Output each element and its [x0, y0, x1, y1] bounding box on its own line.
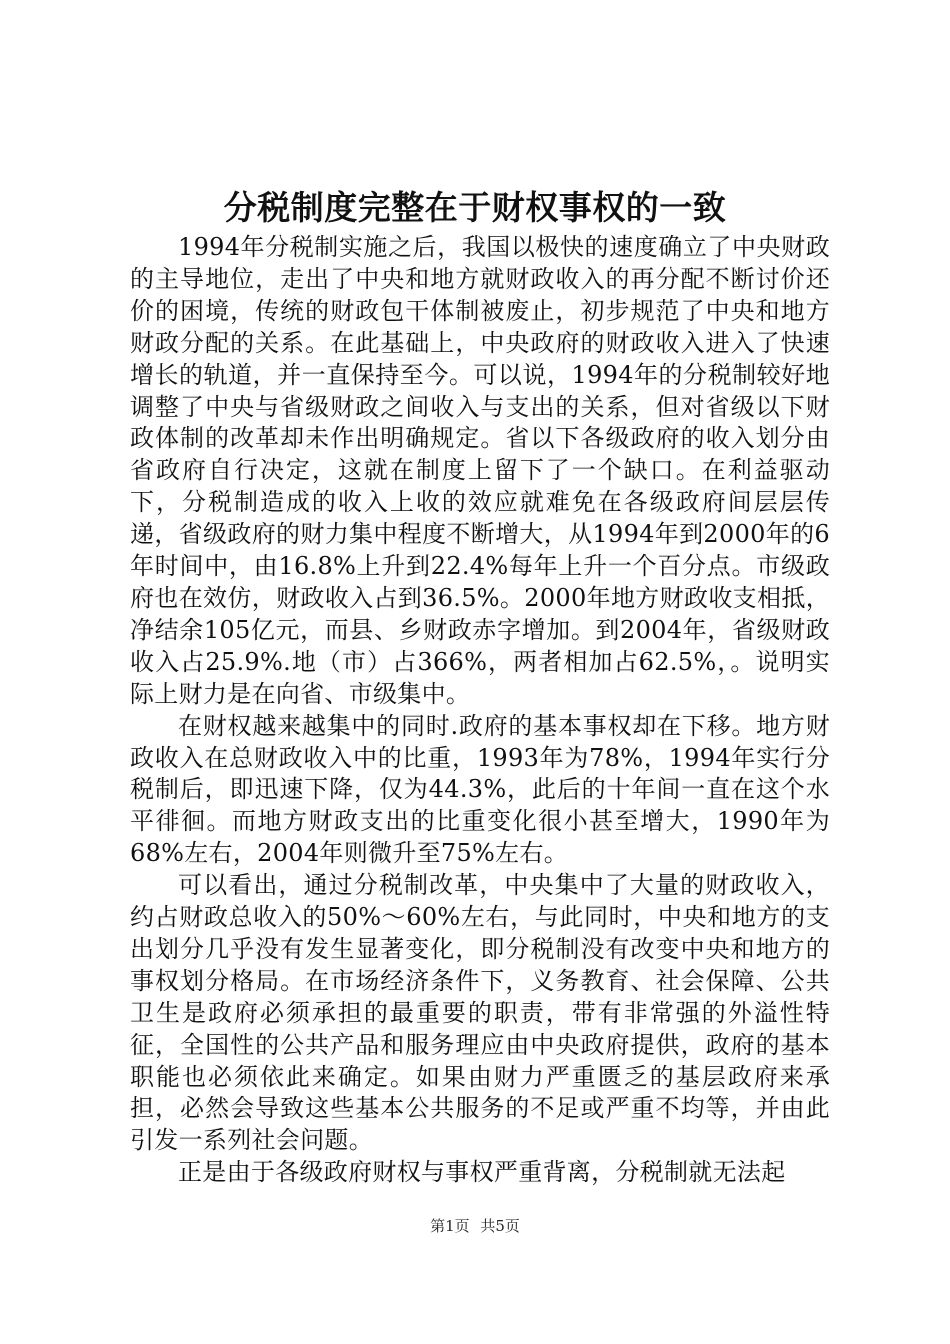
paragraph-4: 正是由于各级政府财权与事权严重背离，分税制就无法起 — [178, 1158, 786, 1187]
document-body — [130, 232, 830, 1189]
document-title: 分税制度完整在于财权事权的一致 — [223, 188, 727, 227]
page-number: 第1页 — [430, 1217, 470, 1235]
page-total: 共5页 — [480, 1217, 520, 1235]
paragraph-2: 在财权越来越集中的同时.政府的基本事权却在下移。地方财政收入在总财政收入中的比重，1993年为78%，1994年实行分税制后，即迅速下降，仅为44.3%，此后的十年间一直在这个水平徘徊。而地方财政支出的比重变化很小甚至增大，1990年为68%左右，2004年则微升至75%左右。 — [130, 711, 830, 868]
page-footer — [0, 1216, 950, 1236]
paragraph-1: 1994年分税制实施之后，我国以极快的速度确立了中央财政的主导地位，走出了中央和地方就财政收入的再分配不断讨价还价的困境，传统的财政包干体制被废止，初步规范了中央和地方财政分配的关系。在此基础上，中央政府的财政收入进入了快速增长的轨道，并一直保持至今。可以说，1994年的分税制较好地调整了中央与省级财政之间收入与支出的关系，但对省级以下财政体制的改革却未作出明确规定。省以下各级政府的收入划分由省政府自行决定，这就在制度上留下了一个缺口。在利益驱动下，分税制造成的收入上收的效应就难免在各级政府间层层传递，省级政府的财力集中程度不断增大，从1994年到2000年的6年时间中，由16.8%上升到22.4%每年上升一个百分点。市级政府也在效仿，财政收入占到36.5%。2000年地方财政收支相抵，净结余105亿元，而县、乡财政赤字增加。到2004年，省级财政收入占25.9%.地（市）占366%，两者相加占62.5%，。说明实际上财力是在向省、市级集中。 — [130, 233, 830, 708]
paragraph-3: 可以看出，通过分税制改革，中央集中了大量的财政收入，约占财政总收入的50%～60%左右，与此同时，中央和地方的支出划分几乎没有发生显著变化，即分税制没有改变中央和地方的事权划分格局。在市场经济条件下，义务教育、社会保障、公共卫生是政府必须承担的最重要的职责，带有非常强的外溢性特征，全国性的公共产品和服务理应由中央政府提供，政府的基本职能也必须依此来确定。如果由财力严重匮乏的基层政府来承担，必然会导致这些基本公共服务的不足或严重不均等，并由此引发一系列社会问题。 — [130, 871, 830, 1155]
